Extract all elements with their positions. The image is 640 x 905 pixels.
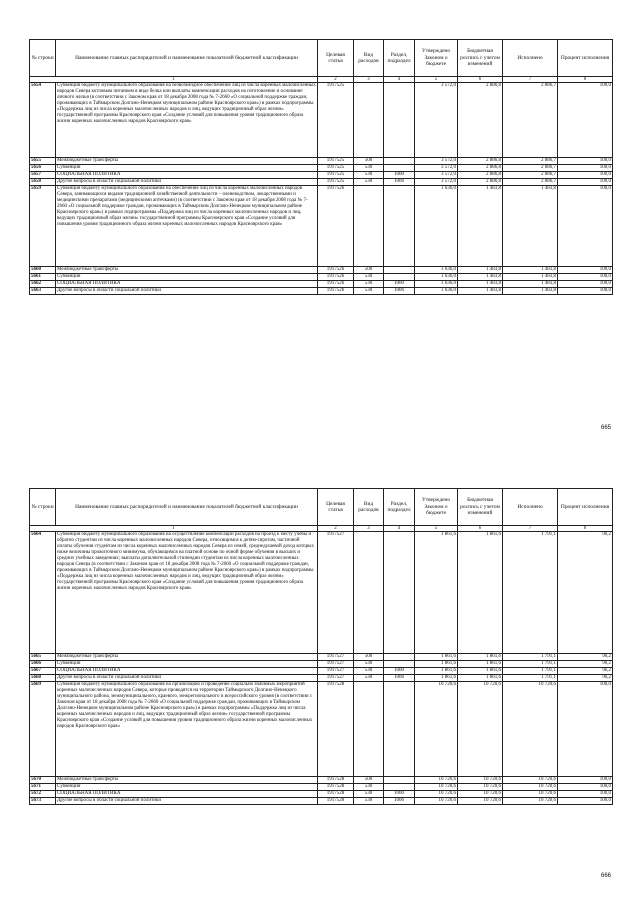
row-target-article: 1917527 bbox=[318, 532, 354, 654]
row-executed: 2 886,7 bbox=[503, 158, 558, 165]
table-row bbox=[30, 777, 613, 784]
column-number: 2 bbox=[318, 526, 354, 532]
row-executed: 1 791,1 bbox=[503, 532, 558, 654]
row-name: СОЦИАЛЬНАЯ ПОЛИТИКА bbox=[56, 172, 318, 179]
row-percent: 100,0 bbox=[558, 791, 613, 798]
table-row bbox=[30, 288, 613, 295]
row-expense-type: 530 bbox=[354, 179, 384, 186]
row-approved: 1 861,6 bbox=[415, 654, 458, 661]
row-percent: 96,2 bbox=[558, 532, 613, 654]
row-executed: 10 720,6 bbox=[503, 791, 558, 798]
row-expense-type: 530 bbox=[354, 668, 384, 675]
row-budget-list: 1 483,8 bbox=[458, 288, 503, 295]
row-section bbox=[384, 784, 415, 791]
row-approved: 3 572,0 bbox=[415, 172, 458, 179]
row-budget-list: 10 720,6 bbox=[458, 791, 503, 798]
row-target-article: 1917525 bbox=[318, 179, 354, 186]
header-section: Раздел, подраздел bbox=[384, 40, 415, 77]
row-section: 1006 bbox=[384, 179, 415, 186]
row-target-article: 1917525 bbox=[318, 158, 354, 165]
header-executed: Исполнено bbox=[503, 40, 558, 77]
row-name: Субвенция бюджету муниципального образования на осуществление компенсации расходов на проезд к месту учебы и обратно студентам из числа коренных малочисленных народов Севера, относящимся к детям-сиротам, частичной оплаты обучения студентам из числа коренных малочисленных народов Севера из семей, среднедушевой доход которых ниже величины прожиточного минимума, обучающимся на платной основе по очной форме обучения в высших и средних учебных заведениях; выплаты дополнительной стипендии студентам из числа коренных малочисленных народов Севера (в соответствии с Законом края от 18 декабря 2008 года № 7-2660 «О социальной поддержке граждан, проживающих в Таймырском Долгано-Ненецком муниципальном районе Красноярского края») в рамках подпрограммы «Поддержка лиц из числа коренных малочисленных народов и лиц, ведущих традиционный образ жизни» государственной программы Красноярского края «Создание условий для повышения уровня традиционного образа жизни коренных малочисленных народов Красноярского края» bbox=[56, 532, 318, 654]
row-number: 5666 bbox=[30, 661, 56, 668]
row-executed: 1 483,8 bbox=[503, 186, 558, 267]
row-percent: 100,0 bbox=[558, 784, 613, 791]
row-expense-type: 500 bbox=[354, 654, 384, 661]
row-executed: 1 791,1 bbox=[503, 654, 558, 661]
row-section bbox=[384, 165, 415, 172]
row-number: 5658 bbox=[30, 179, 56, 186]
row-target-article: 1917527 bbox=[318, 661, 354, 668]
row-number: 5670 bbox=[30, 777, 56, 784]
row-section bbox=[384, 654, 415, 661]
row-number: 5673 bbox=[30, 798, 56, 805]
row-name: Другие вопросы в области социальной политики bbox=[56, 179, 318, 186]
table-row bbox=[30, 661, 613, 668]
row-number: 5659 bbox=[30, 186, 56, 267]
row-name: Межбюджетные трансферты bbox=[56, 654, 318, 661]
row-percent: 100,0 bbox=[558, 83, 613, 158]
row-expense-type: 530 bbox=[354, 274, 384, 281]
row-target-article: 1917527 bbox=[318, 668, 354, 675]
row-name: Субвенции bbox=[56, 784, 318, 791]
row-section bbox=[384, 158, 415, 165]
row-name: Субвенции bbox=[56, 661, 318, 668]
row-approved: 1 636,0 bbox=[415, 267, 458, 274]
row-percent: 100,0 bbox=[558, 267, 613, 274]
row-approved: 1 636,0 bbox=[415, 186, 458, 267]
page-number: 666 bbox=[600, 873, 611, 879]
row-expense-type: 530 bbox=[354, 791, 384, 798]
row-name: Субвенция бюджету муниципального образования на безвозмездное обеспечение лиц из числа коренных малочисленных народов Севера котловым питанием в виде белка или выплаты компенсации расходов на изготовление и основание личного жилья (в соответствии с Законом края от 18 декабря 2008 года № 7-2660 «О социальной поддержке граждан, проживающих в Таймырском Долгано-Ненецком муниципальном районе Красноярского края») в рамках подпрограммы «Поддержка лиц из числа коренных малочисленных народов и лиц, ведущих традиционный образ жизни» государственной программы Красноярского края «Создание условий для повышения уровня традиционного образа жизни коренных малочисленных народов Красноярского края» bbox=[56, 83, 318, 158]
row-name: Другие вопросы в области социальной политики bbox=[56, 798, 318, 805]
row-percent: 100,0 bbox=[558, 158, 613, 165]
row-approved: 1 636,0 bbox=[415, 281, 458, 288]
table-row bbox=[30, 668, 613, 675]
row-number: 5669 bbox=[30, 682, 56, 777]
row-percent: 96,2 bbox=[558, 654, 613, 661]
row-target-article: 1917525 bbox=[318, 172, 354, 179]
row-name: Другие вопросы в области социальной политики bbox=[56, 288, 318, 295]
row-executed: 1 483,8 bbox=[503, 281, 558, 288]
row-number: 5656 bbox=[30, 165, 56, 172]
budget-table bbox=[29, 39, 613, 295]
header-budget-list: Бюджетная роспись с учетом изменений bbox=[458, 40, 503, 77]
row-number: 5661 bbox=[30, 274, 56, 281]
row-number: 5667 bbox=[30, 668, 56, 675]
row-expense-type: 530 bbox=[354, 172, 384, 179]
row-number: 5663 bbox=[30, 288, 56, 295]
row-section: 1000 bbox=[384, 281, 415, 288]
header-expense-type: Вид расходов bbox=[354, 489, 384, 526]
row-expense-type: 530 bbox=[354, 288, 384, 295]
row-approved: 1 861,6 bbox=[415, 675, 458, 682]
row-expense-type: 500 bbox=[354, 777, 384, 784]
row-number: 5654 bbox=[30, 83, 56, 158]
row-approved: 1 636,0 bbox=[415, 288, 458, 295]
row-number: 5662 bbox=[30, 281, 56, 288]
table-row bbox=[30, 532, 613, 654]
row-budget-list: 1 483,8 bbox=[458, 186, 503, 267]
column-number: 7 bbox=[503, 526, 558, 532]
row-budget-list: 2 886,8 bbox=[458, 179, 503, 186]
column-number: 3 bbox=[354, 526, 384, 532]
row-budget-list: 1 861,6 bbox=[458, 654, 503, 661]
row-executed: 1 483,8 bbox=[503, 267, 558, 274]
header-budget-list: Бюджетная роспись с учетом изменений bbox=[458, 489, 503, 526]
row-target-article: 1917528 bbox=[318, 798, 354, 805]
row-section: 1006 bbox=[384, 675, 415, 682]
header-percent: Процент исполнения bbox=[558, 489, 613, 526]
header-executed: Исполнено bbox=[503, 489, 558, 526]
header-row-number: № строки bbox=[30, 489, 56, 526]
header-section: Раздел, подраздел bbox=[384, 489, 415, 526]
row-approved: 3 572,0 bbox=[415, 158, 458, 165]
row-expense-type bbox=[354, 83, 384, 158]
row-expense-type: 530 bbox=[354, 165, 384, 172]
row-target-article: 1917526 bbox=[318, 281, 354, 288]
row-number: 5655 bbox=[30, 158, 56, 165]
row-budget-list: 2 886,8 bbox=[458, 83, 503, 158]
column-number: 8 bbox=[558, 526, 613, 532]
column-number: 2 bbox=[318, 77, 354, 83]
row-section bbox=[384, 682, 415, 777]
header-row-number: № строки bbox=[30, 40, 56, 77]
table-row bbox=[30, 791, 613, 798]
row-percent: 100,0 bbox=[558, 172, 613, 179]
document-page-2 bbox=[0, 453, 640, 905]
row-section: 1006 bbox=[384, 798, 415, 805]
row-number: 5668 bbox=[30, 675, 56, 682]
row-expense-type: 530 bbox=[354, 784, 384, 791]
row-section: 1000 bbox=[384, 668, 415, 675]
table-row bbox=[30, 172, 613, 179]
row-target-article: 1917526 bbox=[318, 288, 354, 295]
row-budget-list: 1 861,6 bbox=[458, 668, 503, 675]
row-section bbox=[384, 186, 415, 267]
table-row bbox=[30, 165, 613, 172]
row-percent: 100,0 bbox=[558, 682, 613, 777]
row-name: Субвенции bbox=[56, 274, 318, 281]
row-name: Другие вопросы в области социальной политики bbox=[56, 675, 318, 682]
row-budget-list: 1 483,8 bbox=[458, 281, 503, 288]
column-number: 6 bbox=[458, 77, 503, 83]
row-number: 5671 bbox=[30, 784, 56, 791]
row-executed: 10 720,6 bbox=[503, 798, 558, 805]
row-target-article: 1917525 bbox=[318, 83, 354, 158]
row-name: СОЦИАЛЬНАЯ ПОЛИТИКА bbox=[56, 791, 318, 798]
row-target-article: 1917527 bbox=[318, 675, 354, 682]
row-name: СОЦИАЛЬНАЯ ПОЛИТИКА bbox=[56, 668, 318, 675]
table-row bbox=[30, 179, 613, 186]
row-executed: 10 720,6 bbox=[503, 784, 558, 791]
row-budget-list: 10 720,6 bbox=[458, 784, 503, 791]
row-budget-list: 10 720,6 bbox=[458, 777, 503, 784]
row-budget-list: 1 861,6 bbox=[458, 661, 503, 668]
row-number: 5672 bbox=[30, 791, 56, 798]
row-target-article: 1917528 bbox=[318, 682, 354, 777]
row-target-article: 1917525 bbox=[318, 165, 354, 172]
row-section bbox=[384, 532, 415, 654]
row-executed: 2 886,7 bbox=[503, 165, 558, 172]
table-row bbox=[30, 654, 613, 661]
row-approved: 10 720,6 bbox=[415, 682, 458, 777]
row-executed: 1 483,8 bbox=[503, 274, 558, 281]
row-name: Субвенции bbox=[56, 165, 318, 172]
header-target-article: Целевая статья bbox=[318, 40, 354, 77]
row-target-article: 1917528 bbox=[318, 777, 354, 784]
row-number: 5665 bbox=[30, 654, 56, 661]
row-percent: 100,0 bbox=[558, 186, 613, 267]
row-expense-type bbox=[354, 532, 384, 654]
document-page-1 bbox=[0, 0, 640, 452]
row-approved: 3 572,0 bbox=[415, 83, 458, 158]
row-target-article: 1917526 bbox=[318, 267, 354, 274]
column-number: 4 bbox=[384, 77, 415, 83]
row-executed: 2 886,7 bbox=[503, 172, 558, 179]
row-executed: 10 720,6 bbox=[503, 682, 558, 777]
row-expense-type: 530 bbox=[354, 798, 384, 805]
row-approved: 3 572,0 bbox=[415, 165, 458, 172]
row-section: 1006 bbox=[384, 288, 415, 295]
row-percent: 100,0 bbox=[558, 288, 613, 295]
row-budget-list: 1 861,6 bbox=[458, 675, 503, 682]
row-budget-list: 1 483,8 bbox=[458, 267, 503, 274]
row-executed: 1 791,1 bbox=[503, 675, 558, 682]
header-name: Наименование главных распорядителей и наименование показателей бюджетной классификации bbox=[56, 489, 318, 526]
table-row bbox=[30, 682, 613, 777]
row-percent: 100,0 bbox=[558, 179, 613, 186]
column-number: 3 bbox=[354, 77, 384, 83]
row-executed: 10 720,6 bbox=[503, 777, 558, 784]
row-expense-type: 530 bbox=[354, 675, 384, 682]
row-section bbox=[384, 777, 415, 784]
row-approved: 10 720,6 bbox=[415, 798, 458, 805]
row-percent: 96,2 bbox=[558, 668, 613, 675]
header-expense-type: Вид расходов bbox=[354, 40, 384, 77]
row-section bbox=[384, 267, 415, 274]
row-budget-list: 10 720,6 bbox=[458, 798, 503, 805]
row-section: 1000 bbox=[384, 172, 415, 179]
column-number: 5 bbox=[415, 526, 458, 532]
row-name: Субвенция бюджету муниципального образования на организацию и проведение социально значимых мероприятий коренных малочисленных народов Севера, которые проводятся на территории Таймырского Долгано-Ненецкого муниципального района, межмуниципального, краевого, межрегионального и всероссийского уровня (в соответствии с Законом края от 18 декабря 2008 года № 7-2660 «О социальной поддержке граждан, проживающих в Таймырском Долгано-Ненецком муниципальном районе Красноярского края») в рамках подпрограммы «Поддержка лиц из числа коренных малочисленных народов и лиц, ведущих традиционный образ жизни» государственной программы Красноярского края «Создание условий для повышения уровня традиционного образа жизни коренных малочисленных народов Красноярского края» bbox=[56, 682, 318, 777]
row-approved: 1 861,6 bbox=[415, 532, 458, 654]
row-executed: 1 483,8 bbox=[503, 288, 558, 295]
row-target-article: 1917527 bbox=[318, 654, 354, 661]
row-expense-type: 530 bbox=[354, 661, 384, 668]
row-percent: 100,0 bbox=[558, 798, 613, 805]
row-number: 5664 bbox=[30, 532, 56, 654]
row-approved: 1 861,6 bbox=[415, 661, 458, 668]
table-row bbox=[30, 83, 613, 158]
row-name: Межбюджетные трансферты bbox=[56, 777, 318, 784]
column-number: 1 bbox=[30, 526, 318, 532]
row-section bbox=[384, 83, 415, 158]
column-number: 8 bbox=[558, 77, 613, 83]
row-number: 5657 bbox=[30, 172, 56, 179]
row-executed: 2 886,7 bbox=[503, 83, 558, 158]
column-number: 1 bbox=[30, 77, 318, 83]
row-name: Межбюджетные трансферты bbox=[56, 158, 318, 165]
row-approved: 1 861,6 bbox=[415, 668, 458, 675]
table-row bbox=[30, 274, 613, 281]
page-number: 665 bbox=[600, 425, 611, 431]
row-approved: 10 720,6 bbox=[415, 784, 458, 791]
row-target-article: 1917528 bbox=[318, 784, 354, 791]
row-approved: 10 720,6 bbox=[415, 791, 458, 798]
row-executed: 2 886,7 bbox=[503, 179, 558, 186]
row-name: СОЦИАЛЬНАЯ ПОЛИТИКА bbox=[56, 281, 318, 288]
header-target-article: Целевая статья bbox=[318, 489, 354, 526]
row-name: Субвенция бюджету муниципального образования на обеспечение лиц из числа коренных малочисленных народов Севера, занимающихся видами традиционной хозяйственной деятельности – оленеводством, лекарственными и медицинскими препаратами (медицинскими аптечками) (в соответствии с Законом края от 18 декабря 2008 года № 7-2660 «О социальной поддержке граждан, проживающих в Таймырском Долгано-Ненецком муниципальном районе Красноярского края») в рамках подпрограммы «Поддержка лиц из числа коренных малочисленных народов и лиц, ведущих традиционный образ жизни» государственной программы Красноярского края «Создание условий для повышения уровня традиционного образа жизни коренных малочисленных народов Красноярского края» bbox=[56, 186, 318, 267]
column-number: 5 bbox=[415, 77, 458, 83]
row-executed: 1 791,1 bbox=[503, 661, 558, 668]
column-number: 6 bbox=[458, 526, 503, 532]
row-section bbox=[384, 661, 415, 668]
table-row bbox=[30, 267, 613, 274]
row-approved: 10 720,6 bbox=[415, 777, 458, 784]
table-row bbox=[30, 281, 613, 288]
row-section bbox=[384, 274, 415, 281]
row-name: Межбюджетные трансферты bbox=[56, 267, 318, 274]
header-approved: Утверждено Законом о бюджете bbox=[415, 40, 458, 77]
row-target-article: 1917526 bbox=[318, 186, 354, 267]
row-expense-type bbox=[354, 186, 384, 267]
row-number: 5660 bbox=[30, 267, 56, 274]
row-executed: 1 791,1 bbox=[503, 668, 558, 675]
row-approved: 1 636,0 bbox=[415, 274, 458, 281]
row-expense-type: 530 bbox=[354, 281, 384, 288]
header-percent: Процент исполнения bbox=[558, 40, 613, 77]
table-row bbox=[30, 158, 613, 165]
table-row bbox=[30, 798, 613, 805]
table-row bbox=[30, 186, 613, 267]
row-budget-list: 1 483,8 bbox=[458, 274, 503, 281]
row-expense-type: 500 bbox=[354, 158, 384, 165]
column-number: 4 bbox=[384, 526, 415, 532]
header-approved: Утверждено Законом о бюджете bbox=[415, 489, 458, 526]
row-budget-list: 10 720,6 bbox=[458, 682, 503, 777]
row-approved: 3 572,0 bbox=[415, 179, 458, 186]
row-target-article: 1917528 bbox=[318, 791, 354, 798]
row-percent: 100,0 bbox=[558, 274, 613, 281]
row-section: 1000 bbox=[384, 791, 415, 798]
row-budget-list: 2 886,8 bbox=[458, 165, 503, 172]
table-row bbox=[30, 784, 613, 791]
row-expense-type: 500 bbox=[354, 267, 384, 274]
column-number: 7 bbox=[503, 77, 558, 83]
row-expense-type bbox=[354, 682, 384, 777]
row-budget-list: 2 886,8 bbox=[458, 158, 503, 165]
row-budget-list: 1 861,6 bbox=[458, 532, 503, 654]
row-percent: 100,0 bbox=[558, 281, 613, 288]
budget-table bbox=[29, 488, 613, 805]
row-percent: 96,2 bbox=[558, 661, 613, 668]
row-percent: 100,0 bbox=[558, 165, 613, 172]
row-percent: 100,0 bbox=[558, 777, 613, 784]
row-percent: 96,2 bbox=[558, 675, 613, 682]
row-target-article: 1917526 bbox=[318, 274, 354, 281]
row-budget-list: 2 886,8 bbox=[458, 172, 503, 179]
header-name: Наименование главных распорядителей и наименование показателей бюджетной классификации bbox=[56, 40, 318, 77]
table-row bbox=[30, 675, 613, 682]
